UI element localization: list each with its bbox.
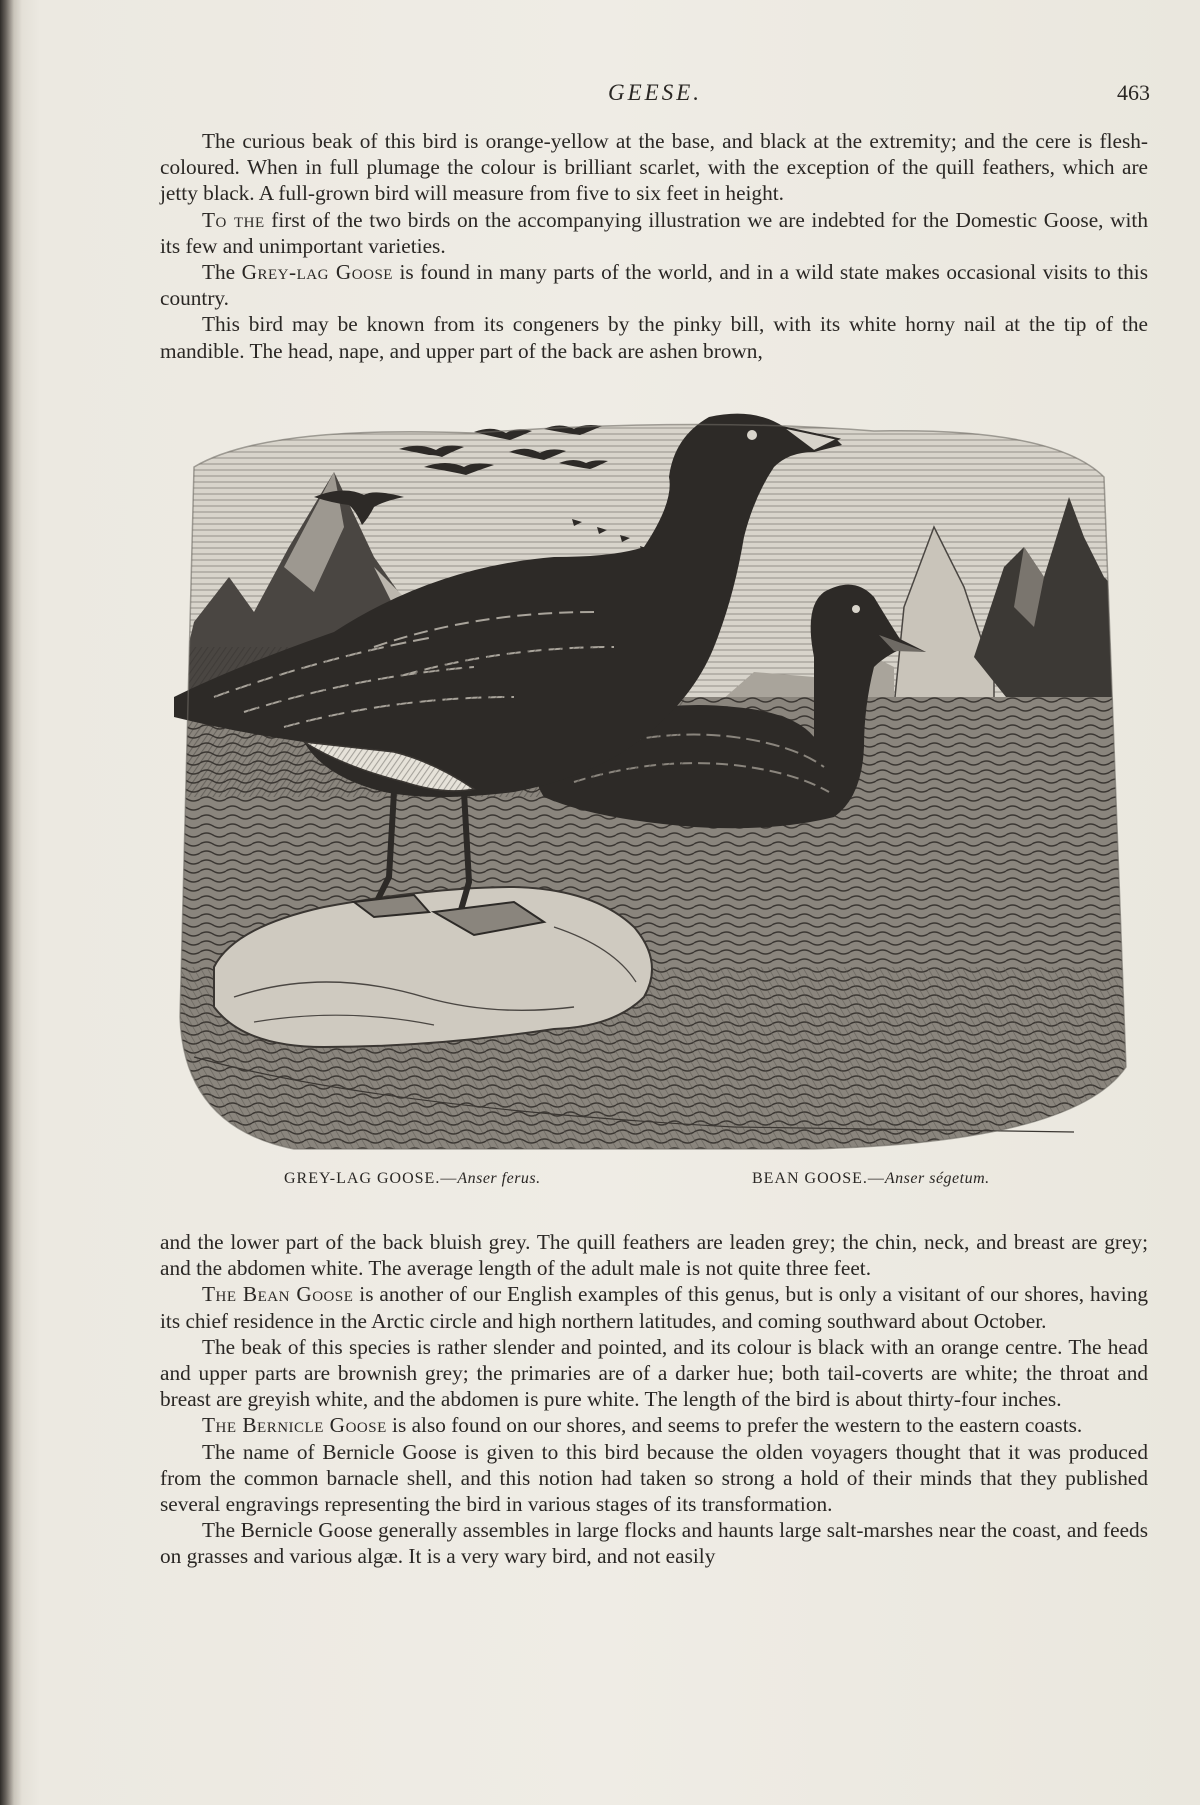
paragraph bbox=[160, 1412, 1148, 1438]
paragraph-text: is also found on our shores, and seems to prefer the western to the eastern coasts. bbox=[386, 1413, 1083, 1438]
page-binding-edge bbox=[0, 0, 22, 1805]
paragraph bbox=[160, 259, 1148, 311]
paragraph bbox=[160, 207, 1148, 259]
paragraph-text: is another of our English examples of this genus, but is only a visitant of our shores, having its chief residence in the Arctic circle and high northern latitudes, and coming southward about October. bbox=[160, 1282, 1148, 1333]
caption-name: GREY-LAG GOOSE.— bbox=[284, 1170, 458, 1187]
lead-words: The bbox=[202, 260, 236, 285]
species-term: Grey-lag Goose bbox=[241, 260, 393, 285]
engraving-svg bbox=[174, 407, 1130, 1155]
caption-latin-name: Anser ferus. bbox=[457, 1170, 541, 1187]
paragraph: The curious beak of this bird is orange-yellow at the base, and black at the extremity; and the cere is flesh-coloured. When in full plumage the colour is brilliant scarlet, with the exception of the quill feathers, which are jetty black. A full-grown bird will measure from five to six feet in height. bbox=[160, 129, 1148, 206]
paragraph-text: first of the two birds on the accompanying illustration we are indebted for the Domestic Goose, with its few and unimportant varieties. bbox=[160, 207, 1148, 258]
running-title: GEESE. bbox=[607, 80, 702, 105]
paragraph bbox=[160, 1281, 1148, 1333]
species-term: The Bean Goose bbox=[202, 1282, 354, 1307]
paragraph: The Bernicle Goose generally assembles in large flocks and haunts large salt-marshes near the coast, and feeds on grasses and various algæ. It is a very wary bird, and not easily bbox=[160, 1518, 1148, 1569]
caption-bean-goose bbox=[752, 1170, 990, 1188]
paragraph: The name of Bernicle Goose is given to this bird because the olden voyagers thought that it was produced from the common barnacle shell, and this notion had taken so strong a hold of their minds that they published several engravings representing the bird in various stages of its transformation. bbox=[160, 1439, 1148, 1517]
paragraph: This bird may be known from its congeners by the pinky bill, with its white horny nail at the tip of the mandible. The head, nape, and upper part of the back are ashen brown, bbox=[160, 312, 1148, 363]
geese-engraving bbox=[174, 407, 1130, 1155]
species-term: The Bernicle Goose bbox=[202, 1413, 387, 1438]
caption-latin-name: Anser ségetum. bbox=[884, 1170, 990, 1187]
lead-words: To the bbox=[202, 207, 265, 232]
caption-name: BEAN GOOSE.— bbox=[752, 1170, 885, 1187]
paragraph: The beak of this species is rather slender and pointed, and its colour is black with an orange centre. The head and upper parts are brownish grey; the primaries are of a darker hue; both tail-coverts are white; the throat and breast are greyish white, and the abdomen is pure white. The length of the bird is about thirty-four inches. bbox=[160, 1334, 1148, 1412]
bottom-text-block bbox=[160, 1229, 1148, 1570]
illustration-captions bbox=[160, 1170, 1150, 1196]
top-text-block bbox=[160, 128, 1148, 364]
paragraph-text: is found in many parts of the world, and in a wild state makes occasional visits to this country. bbox=[160, 260, 1148, 311]
page-number: 463 bbox=[1117, 80, 1150, 105]
paragraph: and the lower part of the back bluish grey. The quill feathers are leaden grey; the chin, neck, and breast are grey; and the abdomen white. The average length of the adult male is not quite three feet. bbox=[160, 1230, 1148, 1281]
page-header bbox=[160, 80, 1150, 116]
caption-grey-lag bbox=[284, 1170, 541, 1188]
